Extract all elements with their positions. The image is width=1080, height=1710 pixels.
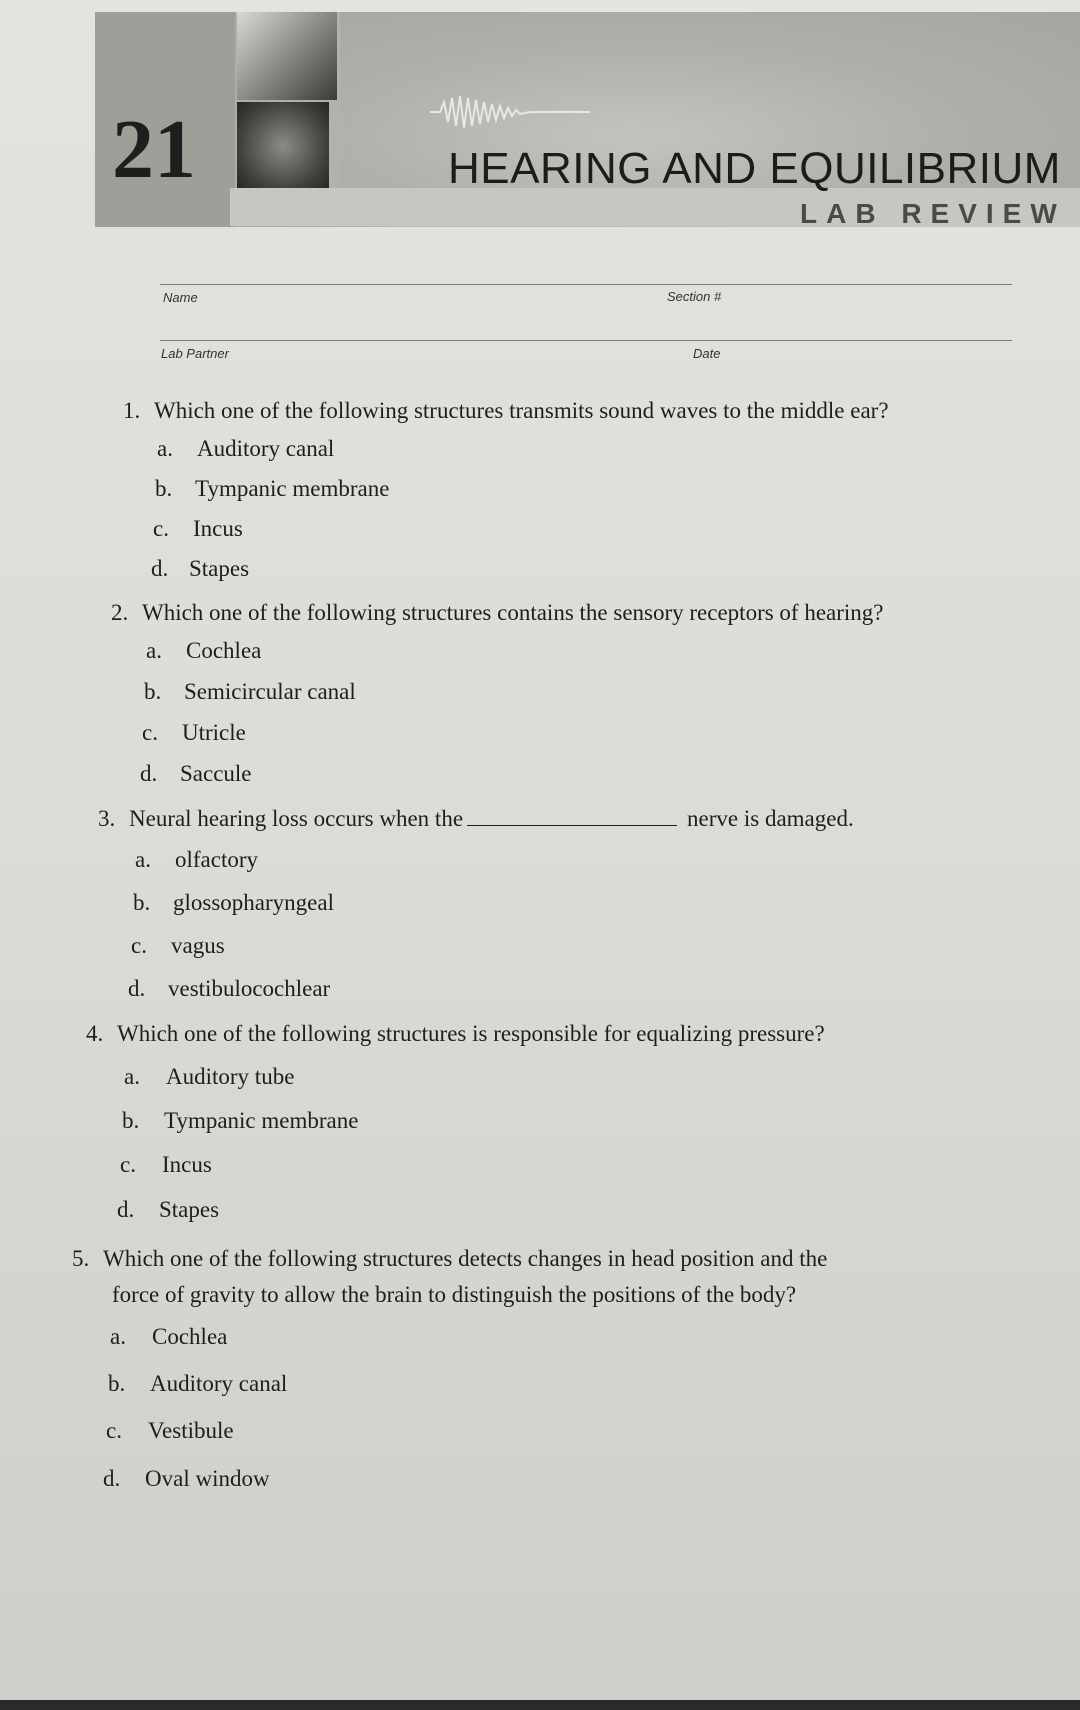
option-text: vestibulocochlear xyxy=(168,976,331,1001)
question-3-option-b[interactable] xyxy=(133,890,334,916)
question-3-option-c[interactable] xyxy=(131,933,225,959)
option-letter: c. xyxy=(131,933,147,958)
section-label: Section # xyxy=(667,289,722,304)
question-number: 5. xyxy=(72,1246,90,1271)
page-title: HEARING AND EQUILIBRIUM xyxy=(448,144,1061,193)
option-letter: d. xyxy=(128,976,146,1001)
page-subtitle: LAB REVIEW xyxy=(800,198,1066,229)
question-number: 4. xyxy=(86,1021,104,1046)
question-1-option-d[interactable] xyxy=(151,556,249,582)
question-1 xyxy=(123,398,889,424)
question-4 xyxy=(86,1021,825,1047)
question-4-option-b[interactable] xyxy=(122,1108,358,1134)
question-2-option-a[interactable] xyxy=(146,638,261,664)
question-text: Which one of the following structures transmits sound waves to the middle ear? xyxy=(154,398,889,423)
question-3-option-d[interactable] xyxy=(128,976,330,1002)
question-2 xyxy=(111,600,884,626)
option-letter: c. xyxy=(120,1152,136,1177)
question-number: 2. xyxy=(111,600,129,625)
question-4-option-c[interactable] xyxy=(120,1152,212,1178)
question-1-option-c[interactable] xyxy=(153,516,243,542)
option-text: Stapes xyxy=(189,556,250,581)
question-number: 3. xyxy=(98,806,116,831)
question-5-option-d[interactable] xyxy=(103,1466,270,1492)
sound-wave-icon xyxy=(430,92,590,132)
question-1-option-b[interactable] xyxy=(155,476,389,502)
lab-partner-label: Lab Partner xyxy=(161,346,229,361)
option-text: Auditory tube xyxy=(166,1064,295,1089)
option-text: Cochlea xyxy=(186,638,262,663)
option-letter: d. xyxy=(103,1466,121,1491)
option-letter: b. xyxy=(155,476,173,501)
brain-photo xyxy=(237,102,329,190)
option-letter: a. xyxy=(146,638,162,663)
option-letter: b. xyxy=(133,890,151,915)
chapter-number: 21 xyxy=(112,103,196,196)
question-number: 1. xyxy=(123,398,141,423)
option-text: Semicircular canal xyxy=(184,679,356,704)
option-letter: d. xyxy=(140,761,158,786)
option-text: Auditory canal xyxy=(197,436,335,461)
option-text: vagus xyxy=(171,933,225,958)
option-letter: c. xyxy=(153,516,169,541)
option-text: Vestibule xyxy=(148,1418,234,1443)
option-text: glossopharyngeal xyxy=(173,890,334,915)
option-letter: b. xyxy=(108,1371,126,1396)
option-text: Tympanic membrane xyxy=(195,476,390,501)
question-2-option-d[interactable] xyxy=(140,761,252,787)
question-3 xyxy=(98,806,854,832)
option-letter: a. xyxy=(135,847,151,872)
lab-partner-line[interactable] xyxy=(160,340,1012,341)
question-1-option-a[interactable] xyxy=(157,436,334,462)
option-text: Utricle xyxy=(182,720,246,745)
question-text: Which one of the following structures contains the sensory receptors of hearing? xyxy=(142,600,884,625)
question-text-line-1: Which one of the following structures detects changes in head position and the xyxy=(103,1246,828,1271)
question-text-after: nerve is damaged. xyxy=(687,806,854,831)
option-text: Incus xyxy=(193,516,243,541)
option-text: olfactory xyxy=(175,847,259,872)
option-text: Incus xyxy=(162,1152,212,1177)
option-text: Saccule xyxy=(180,761,252,786)
question-text: Which one of the following structures is responsible for equalizing pressure? xyxy=(117,1021,825,1046)
option-letter: a. xyxy=(110,1324,126,1349)
question-4-option-a[interactable] xyxy=(124,1064,294,1090)
people-photo xyxy=(237,12,337,100)
question-2-option-c[interactable] xyxy=(142,720,246,746)
option-letter: a. xyxy=(157,436,173,461)
option-letter: c. xyxy=(142,720,158,745)
option-letter: d. xyxy=(151,556,169,581)
answer-blank[interactable] xyxy=(467,809,677,826)
option-text: Stapes xyxy=(159,1197,220,1222)
option-text: Oval window xyxy=(145,1466,270,1491)
question-5-option-b[interactable] xyxy=(108,1371,287,1397)
option-text: Tympanic membrane xyxy=(164,1108,359,1133)
question-text-before: Neural hearing loss occurs when the xyxy=(129,806,464,831)
option-letter: c. xyxy=(106,1418,122,1443)
option-text: Auditory canal xyxy=(150,1371,288,1396)
question-5-option-a[interactable] xyxy=(110,1324,227,1350)
option-letter: d. xyxy=(117,1197,135,1222)
question-4-option-d[interactable] xyxy=(117,1197,219,1223)
question-2-option-b[interactable] xyxy=(144,679,356,705)
name-label: Name xyxy=(163,290,198,305)
option-letter: a. xyxy=(124,1064,140,1089)
question-3-option-a[interactable] xyxy=(135,847,258,873)
question-5 xyxy=(72,1246,827,1272)
option-text: Cochlea xyxy=(152,1324,228,1349)
option-letter: b. xyxy=(144,679,162,704)
question-5-option-c[interactable] xyxy=(106,1418,234,1444)
name-line[interactable] xyxy=(160,284,1012,285)
date-label: Date xyxy=(693,346,721,361)
option-letter: b. xyxy=(122,1108,140,1133)
question-5-continued: force of gravity to allow the brain to distinguish the positions of the body? xyxy=(112,1282,797,1307)
